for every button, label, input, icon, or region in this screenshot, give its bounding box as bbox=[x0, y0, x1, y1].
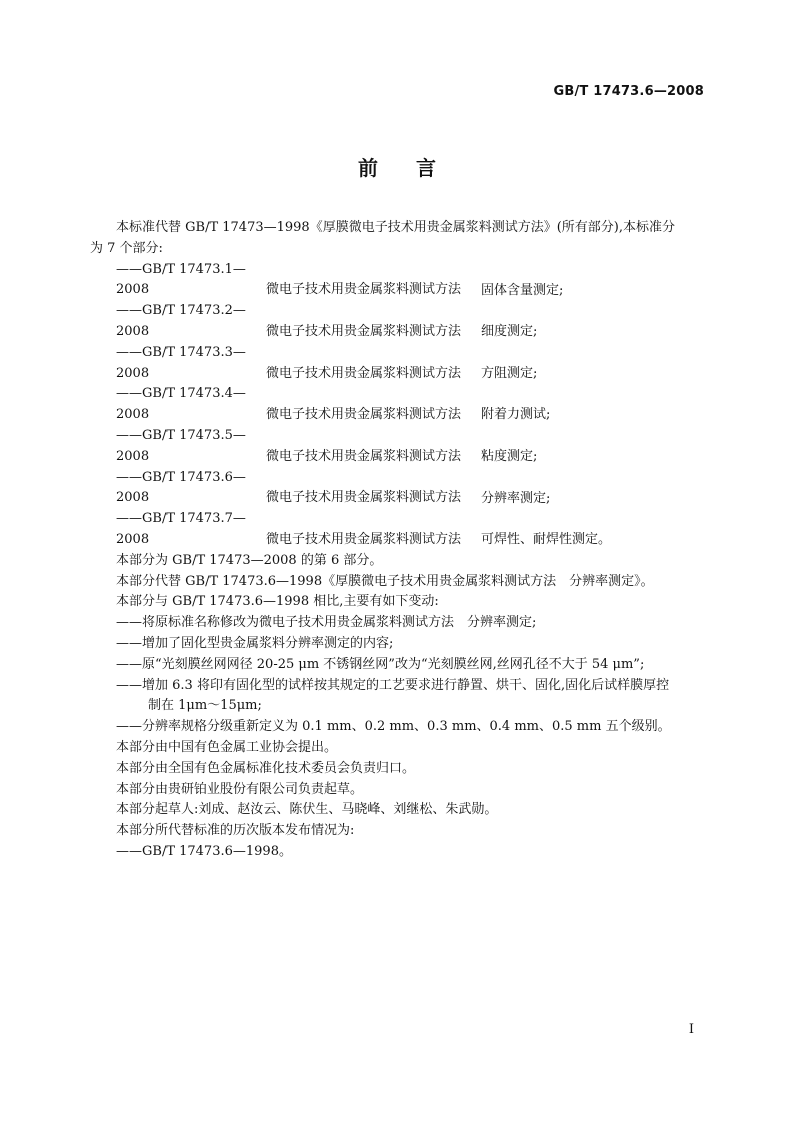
part-code: ——GB/T 17473.6—2008 bbox=[116, 469, 246, 506]
change-item-2: ——增加了固化型贵金属浆料分辨率测定的内容; bbox=[116, 635, 394, 651]
drafters-line: 本部分起草人:刘成、赵汝云、陈伏生、马晓峰、刘继松、朱武勋。 bbox=[116, 802, 498, 818]
part-list-item bbox=[90, 343, 706, 385]
change-item-4: ——增加 6.3 将印有固化型的试样按其规定的工艺要求进行静置、烘干、固化,固化后试样膜厚控 bbox=[116, 677, 670, 693]
change-item-5: ——分辨率规格分级重新定义为 0.1 mm、0.2 mm、0.3 mm、0.4 mm、0.5 mm 五个级别。 bbox=[116, 719, 671, 735]
part-list-item bbox=[90, 301, 706, 343]
history-intro-line: 本部分所代替标准的历次版本发布情况为: bbox=[116, 823, 355, 839]
part-list-item bbox=[90, 509, 706, 551]
part-code: ——GB/T 17473.5—2008 bbox=[116, 427, 246, 464]
part-topic: 固体含量测定; bbox=[481, 282, 564, 298]
intro-paragraph bbox=[90, 218, 706, 239]
page-number: I bbox=[688, 1022, 694, 1037]
part-topic: 细度测定; bbox=[481, 323, 538, 339]
part-topic: 附着力测试; bbox=[481, 407, 551, 423]
change-item-3: ——原“光刻膜丝网网径 20-25 μm 不锈钢丝网”改为“光刻膜丝网,丝网孔径不大于 54 μm”; bbox=[116, 656, 645, 672]
part-code: ——GB/T 17473.3—2008 bbox=[116, 344, 246, 381]
part-list-item bbox=[90, 384, 706, 426]
replaces-line: 本部分代替 GB/T 17473.6—1998《厚膜微电子技术用贵金属浆料测试方法 分辨率测定》。 bbox=[116, 573, 654, 589]
page-title bbox=[0, 152, 794, 181]
part-of-line: 本部分为 GB/T 17473—2008 的第 6 部分。 bbox=[116, 552, 383, 568]
title-char-2: 言 bbox=[416, 156, 436, 180]
part-topic: 可焊性、耐焊性测定。 bbox=[481, 531, 612, 547]
intro-line-1: 本标准代替 GB/T 17473—1998《厚膜微电子技术用贵金属浆料测试方法》(所有部分),本标准分 bbox=[116, 220, 675, 235]
part-list-item bbox=[90, 260, 706, 302]
part-topic: 粘度测定; bbox=[481, 448, 538, 464]
standard-number: GB/T 17473.6—2008 bbox=[553, 84, 704, 99]
part-name: 微电子技术用贵金属浆料测试方法 bbox=[266, 365, 462, 381]
document-body bbox=[90, 218, 706, 863]
changes-intro-line: 本部分与 GB/T 17473.6—1998 相比,主要有如下变动: bbox=[116, 594, 439, 610]
intro-line-2: 为 7 个部分: bbox=[90, 240, 163, 256]
part-code: ——GB/T 17473.4—2008 bbox=[116, 386, 246, 423]
part-topic: 方阻测定; bbox=[481, 365, 538, 381]
change-item-1: ——将原标准名称修改为微电子技术用贵金属浆料测试方法 分辨率测定; bbox=[116, 615, 537, 631]
part-code: ——GB/T 17473.7—2008 bbox=[116, 511, 246, 547]
part-code: ——GB/T 17473.1—2008 bbox=[116, 261, 246, 298]
history-item: ——GB/T 17473.6—1998。 bbox=[116, 843, 292, 859]
part-code: ——GB/T 17473.2—2008 bbox=[116, 303, 246, 339]
part-name: 微电子技术用贵金属浆料测试方法 bbox=[266, 490, 462, 506]
part-name: 微电子技术用贵金属浆料测试方法 bbox=[266, 323, 462, 339]
proposer-line: 本部分由中国有色金属工业协会提出。 bbox=[116, 739, 338, 755]
part-name: 微电子技术用贵金属浆料测试方法 bbox=[266, 531, 462, 547]
drafter-org-line: 本部分由贵研铂业股份有限公司负责起草。 bbox=[116, 781, 364, 797]
change-item-4-continued: 制在 1μm～15μm; bbox=[148, 698, 262, 714]
part-topic: 分辨率测定; bbox=[481, 490, 551, 506]
centralized-line: 本部分由全国有色金属标准化技术委员会负责归口。 bbox=[116, 760, 416, 776]
title-char-1: 前 bbox=[358, 156, 378, 180]
part-list-item bbox=[90, 426, 706, 468]
part-list-item bbox=[90, 468, 706, 510]
part-name: 微电子技术用贵金属浆料测试方法 bbox=[266, 407, 462, 423]
part-name: 微电子技术用贵金属浆料测试方法 bbox=[266, 448, 462, 464]
part-name: 微电子技术用贵金属浆料测试方法 bbox=[266, 282, 462, 298]
